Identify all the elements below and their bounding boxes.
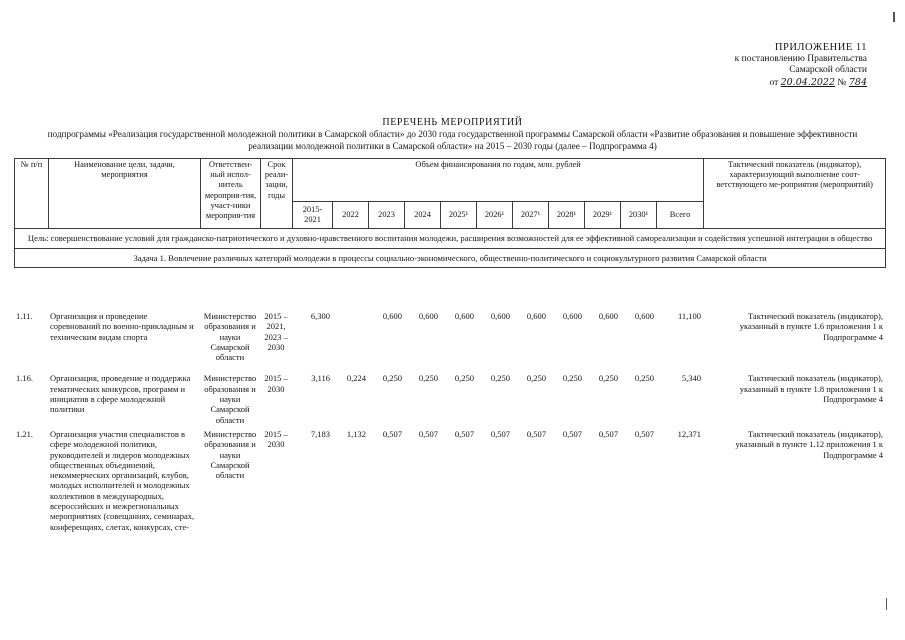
row-number: 1.21. — [16, 428, 33, 439]
row-value: 0,507 — [634, 428, 654, 439]
goal-row: Цель: совершенствование условий для гражданско-патриотического и духовно-нравственного воспитания молодежи, расширения возможностей для ее эффективной самореализации и содействия успешной интеграции в общество — [15, 229, 886, 249]
row-indicator: Тактический показатель (индикатор), указанный в пункте 1.6 приложения 1 к Подпрограмме 4 — [739, 311, 883, 342]
table-row — [14, 311, 885, 362]
row-value: 0,600 — [382, 311, 402, 321]
year-header: 2030¹ — [621, 202, 657, 229]
row-total: 11,100 — [677, 311, 701, 321]
col-header-term: Срок реали-зации, годы — [261, 159, 293, 229]
col-header-num: № п/п — [15, 159, 49, 229]
date-prefix: от — [769, 77, 779, 88]
row-name: Организация и проведение соревнований по военно-прикладным и техническим видам спорта — [50, 311, 194, 342]
row-value: 0,250 — [418, 373, 438, 384]
appendix-line-1: к постановлению Правительства — [734, 53, 867, 64]
appendix-date-line — [735, 77, 867, 90]
row-value: 0,600 — [454, 311, 474, 321]
row-value: 0,507 — [454, 428, 474, 439]
row-value: 7,183 — [310, 428, 330, 439]
row-value: 0,600 — [490, 311, 510, 321]
task-row: Задача 1. Вовлечение различных категорий молодежи в процессы социально-экономического, общественно-политического и социокультурного развития Самарской области — [15, 248, 886, 267]
row-responsible: Министерство образования и науки Самарской области — [203, 428, 257, 481]
row-responsible: Министерство образования и науки Самарской области — [203, 373, 257, 425]
row-number: 1.16. — [16, 373, 33, 384]
row-value: 0,507 — [418, 428, 438, 439]
row-value: 0,507 — [382, 428, 402, 439]
row-value — [332, 311, 368, 362]
scan-mark — [886, 598, 887, 610]
year-header: 2026¹ — [477, 202, 513, 229]
handwritten-number: 784 — [848, 76, 867, 88]
events-table-body — [14, 311, 885, 532]
row-value: 0,507 — [526, 428, 546, 439]
col-header-name: Наименование цели, задачи, мероприятия — [49, 159, 201, 229]
row-value: 0,507 — [490, 428, 510, 439]
row-number: 1.11. — [16, 311, 33, 321]
row-name: Организация, проведение и поддержка тематических конкурсов, программ и инициатив в сфере молодежной политики — [50, 373, 191, 415]
row-value: 1,132 — [346, 428, 366, 439]
row-indicator: Тактический показатель (индикатор), указанный в пункте 1.12 приложения 1 к Подпрограмме 4 — [735, 428, 883, 460]
row-name: Организация участия специалистов в сфере молодежной политики, руководителей и лидеров молодежных общественных объединений, некоммерческих организаций, клубов, молодых исполнителей и молодежных коллективов в международных, всероссийских и межрегиональных мероприятиях (совещаниях, семинарах, конференциях, слетах, конкурсах, сте- — [50, 428, 195, 532]
table-row — [14, 429, 885, 532]
total-header: Всего — [657, 202, 704, 229]
row-value: 0,250 — [634, 373, 654, 384]
year-header: 2029¹ — [585, 202, 621, 229]
year-header: 2027¹ — [513, 202, 549, 229]
col-header-responsible: Ответствен-ный испол-нитель мероприя-тия, участ-ники мероприя-тия — [201, 159, 261, 229]
appendix-line-2: Самарской области — [789, 65, 867, 75]
col-header-indicator: Тактический показатель (индикатор), характеризующий выполнение соот-ветствующего ме-роприятия (мероприятий) — [704, 159, 886, 229]
row-term: 2015 – 2021, 2023 – 2030 — [264, 311, 288, 352]
row-value: 0,507 — [598, 428, 618, 439]
row-value: 0,600 — [526, 311, 546, 321]
year-header: 2025¹ — [441, 202, 477, 229]
row-value: 3,116 — [311, 373, 330, 384]
document-title: ПЕРЕЧЕНЬ МЕРОПРИЯТИЙ — [382, 117, 523, 128]
row-total: 12,371 — [677, 428, 701, 439]
handwritten-date: 20.04.2022 — [780, 76, 836, 88]
row-value: 0,600 — [634, 311, 654, 321]
row-value: 0,250 — [382, 373, 402, 384]
year-header: 2023 — [369, 202, 405, 229]
row-indicator: Тактический показатель (индикатор), указанный в пункте 1.8 приложения 1 к Подпрограмме 4 — [739, 373, 883, 405]
row-value: 0,250 — [490, 373, 510, 384]
document-subtitle: подпрограммы «Реализация государственной молодежной политики в Самарской области» до 2030 года государственной программы Самарской области «Развитие образования и повышение эффективности реализации молодежной политики в Самарской области» на 2015 – 2030 годы (далее – Подпрограмма 4) — [47, 129, 858, 151]
year-header: 2022 — [333, 202, 369, 229]
row-total: 5,340 — [681, 373, 701, 384]
row-value: 0,250 — [598, 373, 618, 384]
row-value: 0,600 — [598, 311, 618, 321]
row-term: 2015 – 2030 — [264, 428, 288, 450]
row-value: 0,224 — [346, 373, 366, 384]
row-value: 0,250 — [526, 373, 546, 384]
row-term: 2015 – 2030 — [264, 373, 288, 394]
year-header: 2015-2021 — [293, 202, 333, 229]
col-header-funding: Объем финансирования по годам, млн. рублей — [293, 159, 704, 202]
row-value: 6,300 — [310, 311, 330, 321]
row-value: 0,600 — [562, 311, 582, 321]
year-header: 2024 — [405, 202, 441, 229]
appendix-title: ПРИЛОЖЕНИЕ 11 — [774, 42, 867, 53]
number-prefix: № — [837, 77, 847, 88]
table-row — [14, 373, 885, 424]
year-header: 2028¹ — [549, 202, 585, 229]
events-table-header — [14, 158, 886, 268]
appendix-header — [735, 42, 867, 89]
row-responsible: Министерство образования и науки Самарской области — [203, 311, 257, 363]
row-value: 0,507 — [562, 428, 582, 439]
scan-mark — [893, 12, 895, 22]
row-value: 0,250 — [562, 373, 582, 384]
row-value: 0,250 — [454, 373, 474, 384]
row-value: 0,600 — [418, 311, 438, 321]
